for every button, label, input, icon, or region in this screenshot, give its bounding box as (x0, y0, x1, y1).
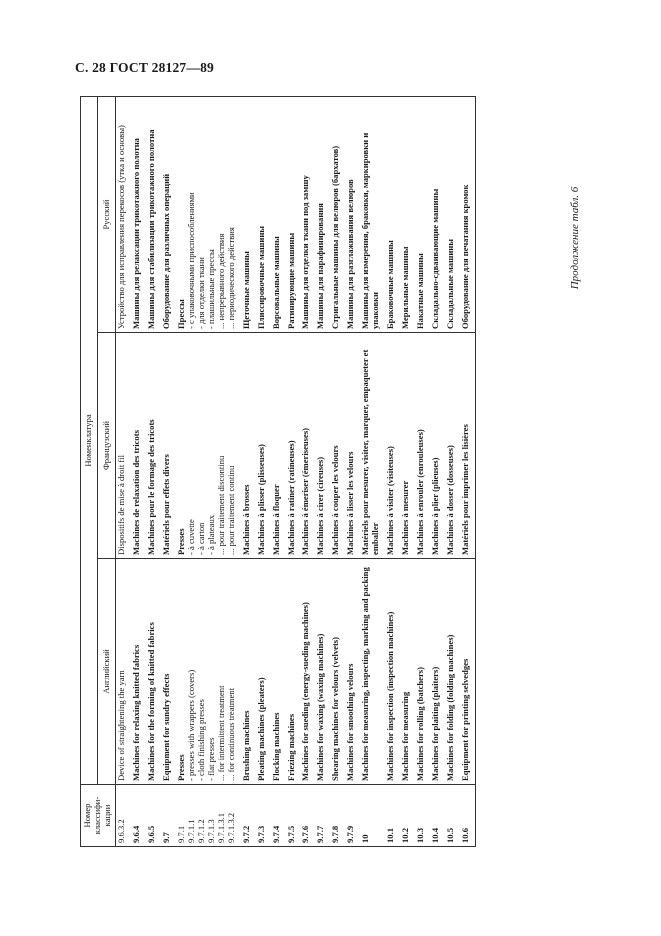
cell-num (445, 785, 460, 847)
cell-line: Машины для стабилизации трикотажного полотна (145, 129, 156, 329)
cell-line: Brushing machines (240, 710, 251, 781)
cell-line: 9.7.4 (270, 825, 281, 843)
table-row (286, 97, 301, 847)
cell-en (430, 559, 445, 785)
cell-line: 9.7.7 (315, 825, 326, 843)
cell-line: Shearing machines for velours (velvets) (330, 636, 341, 781)
cell-line: Machines à mesurer (400, 480, 411, 555)
table-row (241, 97, 256, 847)
cell-ru (115, 97, 130, 333)
cell-fr (115, 333, 130, 559)
table-row (176, 97, 241, 847)
table-row (460, 97, 475, 847)
page-header: С. 28 ГОСТ 28127—89 (75, 60, 214, 75)
cell-num (176, 785, 241, 847)
cell-ru (256, 97, 271, 333)
cell-num (430, 785, 445, 847)
cell-line: 10.2 (400, 827, 411, 843)
cell-en (385, 559, 400, 785)
table-row (271, 97, 286, 847)
cell-en (315, 559, 330, 785)
cell-line: 9.7.1.3 (205, 819, 216, 843)
cell-en (115, 559, 130, 785)
cell-fr (445, 333, 460, 559)
cell-en (131, 559, 146, 785)
cell-ru (415, 97, 430, 333)
cell-line: 10.6 (460, 827, 471, 843)
cell-en (256, 559, 271, 785)
cell-line: Machines à dosser (dosseuses) (445, 445, 456, 555)
cell-fr (460, 333, 475, 559)
cell-line: 9.7.9 (345, 825, 356, 843)
cell-line: 9.7.3 (255, 825, 266, 843)
cell-line: 10.1 (385, 827, 396, 843)
rotated-table-container (80, 97, 608, 847)
cell-line: Machines à émeriser (émeriseuses) (300, 427, 311, 555)
table-row (300, 97, 315, 847)
cell-line: Оборудование для печатания кромок (460, 184, 471, 329)
cell-line: 10.5 (445, 827, 456, 843)
cell-line: Machines for sueding (energy-sueding machines) (300, 602, 311, 781)
cell-line: Matériels pour mesurer, visiter, marquer, empaqueter et emballer (360, 349, 381, 555)
cell-ru (271, 97, 286, 333)
cell-line: Machines à cirer (cireuses) (315, 456, 326, 555)
cell-num (460, 785, 475, 847)
cell-line: Машины для разглаживания велюров (345, 179, 356, 329)
cell-en (286, 559, 301, 785)
cell-line: Стригальные машины для велюров (бархатов) (330, 145, 341, 329)
cell-en (400, 559, 415, 785)
table-row (345, 97, 360, 847)
cell-num (300, 785, 315, 847)
table-row (330, 97, 345, 847)
cell-fr (241, 333, 256, 559)
cell-line: Machines for inspection (inspection machines) (385, 611, 396, 781)
cell-line: Matériels pour effets divers (160, 454, 171, 555)
cell-num (241, 785, 256, 847)
cell-line: Машины для отделки ткани под замшу (300, 175, 311, 329)
cell-ru (345, 97, 360, 333)
table-row (445, 97, 460, 847)
cell-en (241, 559, 256, 785)
cell-line: Machines for waxing (waxing machines) (315, 633, 326, 781)
cell-ru (460, 97, 475, 333)
cell-line: 10.4 (430, 827, 441, 843)
cell-en (415, 559, 430, 785)
cell-num (330, 785, 345, 847)
cell-ru (330, 97, 345, 333)
cell-line: Machines à plisser (plisseuses) (255, 444, 266, 555)
cell-line: 9.7.6 (300, 825, 311, 843)
cell-line: Machines à visiter (visiteuses) (385, 446, 396, 555)
cell-line: Device of straightening the yarn (115, 670, 126, 781)
cell-line: Machines à enrouler (enrouleuses) (415, 429, 426, 555)
cell-line: Machines à brosses (240, 484, 251, 555)
cell-fr (271, 333, 286, 559)
cell-line: Machines à lisser les velours (345, 451, 356, 555)
cell-line: 9.6.5 (145, 825, 156, 843)
cell-line: 9.7.1.2 (195, 819, 206, 843)
table-row (385, 97, 400, 847)
table-row (430, 97, 445, 847)
cell-line: Оборудование для различных операций (160, 173, 171, 329)
cell-fr (176, 333, 241, 559)
table-row (360, 97, 385, 847)
cell-line: Machines for plaiting (plaiters) (430, 666, 441, 781)
cell-num (256, 785, 271, 847)
cell-ru (400, 97, 415, 333)
cell-line: Machines à ratiner (ratineuses) (285, 440, 296, 555)
cell-line: Плиссировочные машины (255, 226, 266, 329)
column-header-english: Английский (98, 559, 115, 785)
cell-line: 9.7.1 (175, 825, 186, 843)
cell-num (271, 785, 286, 847)
cell-line: 9.7.1.3.1 (215, 812, 226, 843)
cell-en (460, 559, 475, 785)
cell-ru (286, 97, 301, 333)
cell-num (360, 785, 385, 847)
cell-line: Складально-сдваивающие машины (430, 188, 441, 329)
cell-en (445, 559, 460, 785)
column-header-russian: Русский (98, 97, 115, 333)
cell-num (315, 785, 330, 847)
cell-num (400, 785, 415, 847)
cell-num (146, 785, 161, 847)
cell-ru (146, 97, 161, 333)
cell-line: Machines à plier (plieuses) (430, 457, 441, 555)
cell-line: - à plateaux (205, 514, 216, 555)
cell-fr (330, 333, 345, 559)
cell-line: 9.7 (160, 832, 171, 843)
cell-en (146, 559, 161, 785)
cell-line: - flat presses (205, 737, 216, 781)
cell-line: Presses (175, 528, 186, 555)
cell-line: 9.6.3.2 (115, 819, 126, 843)
cell-line: Matériels pour imprimer les lisières (460, 424, 471, 555)
cell-line: Мерильные машины (400, 246, 411, 329)
table-row (161, 97, 176, 847)
cell-en (360, 559, 385, 785)
cell-line: Dispositifs de mise à droit fil (115, 454, 126, 555)
cell-line: Machines for smoothing velours (345, 663, 356, 781)
cell-fr (131, 333, 146, 559)
cell-num (415, 785, 430, 847)
cell-line: Ратинирующие машины (285, 232, 296, 329)
cell-fr (415, 333, 430, 559)
cell-fr (430, 333, 445, 559)
cell-fr (146, 333, 161, 559)
cell-line: Pleating machines (pleaters) (255, 677, 266, 781)
cell-ru (360, 97, 385, 333)
table-row (400, 97, 415, 847)
cell-line: Накатные машины (415, 253, 426, 329)
cell-line: Складальные машины (445, 239, 456, 329)
cell-ru (131, 97, 146, 333)
cell-line: 9.7.2 (240, 825, 251, 843)
cell-ru (176, 97, 241, 333)
cell-line: Equipment for sundry effects (160, 673, 171, 781)
cell-line: Машины для релаксации трикотажного полотна (130, 138, 141, 329)
cell-line: Ворсовальные машины (270, 236, 281, 329)
cell-line: - cloth finishing presses (195, 699, 206, 781)
column-header-nomenclature: Номенклатура (81, 97, 98, 785)
cell-line: 9.7.1.3.2 (225, 812, 236, 843)
cell-line: Machines for measuring (400, 691, 411, 781)
cell-ru (315, 97, 330, 333)
table-row (415, 97, 430, 847)
cell-line: Machines à floquer (270, 484, 281, 555)
cell-en (300, 559, 315, 785)
cell-line: Machines pour le formage des tricots (145, 419, 156, 555)
cell-line: - с упаковочными приспособлениями (185, 192, 196, 329)
cell-line: Machines for the forming of knitted fabrics (145, 622, 156, 781)
cell-ru (445, 97, 460, 333)
cell-line: 10.3 (415, 827, 426, 843)
cell-en (271, 559, 286, 785)
cell-line: Машины для измерения, браковки, маркировки и упаковки (360, 132, 381, 329)
cell-line: - à cuvette (185, 519, 196, 555)
cell-ru (430, 97, 445, 333)
cell-line: 10 (360, 834, 371, 843)
cell-line: Friezing machines (285, 713, 296, 781)
cell-line: Машины для парафинирования (315, 203, 326, 329)
cell-en (330, 559, 345, 785)
cell-ru (241, 97, 256, 333)
cell-line: Щеточные машины (240, 251, 251, 329)
continuation-label: Продолжение табл. 6 (569, 186, 581, 290)
table-row (315, 97, 330, 847)
cell-line: ... for intermittent treatment (215, 685, 226, 781)
column-header-number: Номер классифи-кации (81, 785, 116, 847)
cell-fr (385, 333, 400, 559)
cell-line: Устройство для исправления перекосов (утка и основы) (115, 125, 126, 329)
cell-line: Браковочные машины (385, 240, 396, 329)
table-row (256, 97, 271, 847)
cell-en (161, 559, 176, 785)
cell-ru (385, 97, 400, 333)
cell-line: ... pour traitement continu (225, 465, 236, 555)
cell-line: Machines à couper les velours (330, 445, 341, 555)
cell-line: ... периодического действия (225, 227, 236, 329)
cell-fr (400, 333, 415, 559)
cell-line: Machines for relaxing knitted fabrics (130, 644, 141, 781)
cell-line: Presses (175, 754, 186, 781)
cell-fr (161, 333, 176, 559)
cell-line: 9.7.5 (285, 825, 296, 843)
cell-line: Machines de relaxation des tricots (130, 430, 141, 555)
cell-line: - presses with wrappers (covers) (185, 669, 196, 781)
cell-num (345, 785, 360, 847)
cell-en (345, 559, 360, 785)
cell-num (161, 785, 176, 847)
cell-num (115, 785, 130, 847)
cell-line: 9.7.8 (330, 825, 341, 843)
cell-fr (345, 333, 360, 559)
cell-line: - à carton (195, 522, 206, 555)
cell-en (176, 559, 241, 785)
cell-line: 9.6.4 (130, 825, 141, 843)
table-row (146, 97, 161, 847)
column-header-french: Французский (98, 333, 115, 559)
cell-line: ... pour traitement discontinu (215, 455, 226, 555)
cell-line: Machines for measuring, inspecting, marking and packing (360, 567, 371, 781)
cell-line: Flocking machines (270, 712, 281, 781)
nomenclature-table (80, 96, 476, 847)
cell-line: Machines for folding (folding machines) (445, 634, 456, 781)
cell-num (131, 785, 146, 847)
cell-line: - для отделки ткани (195, 257, 206, 329)
table-row (115, 97, 130, 847)
cell-ru (300, 97, 315, 333)
cell-ru (161, 97, 176, 333)
cell-fr (315, 333, 330, 559)
cell-fr (286, 333, 301, 559)
cell-line: ... непрерывного действия (215, 233, 226, 329)
cell-line: Equipment for printing selvedges (460, 658, 471, 781)
table-row (131, 97, 146, 847)
cell-num (286, 785, 301, 847)
cell-line: Прессы (175, 299, 186, 329)
cell-line: Machines for rolling (batchers) (415, 666, 426, 781)
cell-num (385, 785, 400, 847)
table-body (115, 97, 475, 847)
cell-fr (300, 333, 315, 559)
cell-fr (360, 333, 385, 559)
cell-line: 9.7.1.1 (185, 819, 196, 843)
cell-line: ... for continuous treatment (225, 687, 236, 781)
cell-fr (256, 333, 271, 559)
cell-line: - плашильные прессы (205, 249, 216, 329)
